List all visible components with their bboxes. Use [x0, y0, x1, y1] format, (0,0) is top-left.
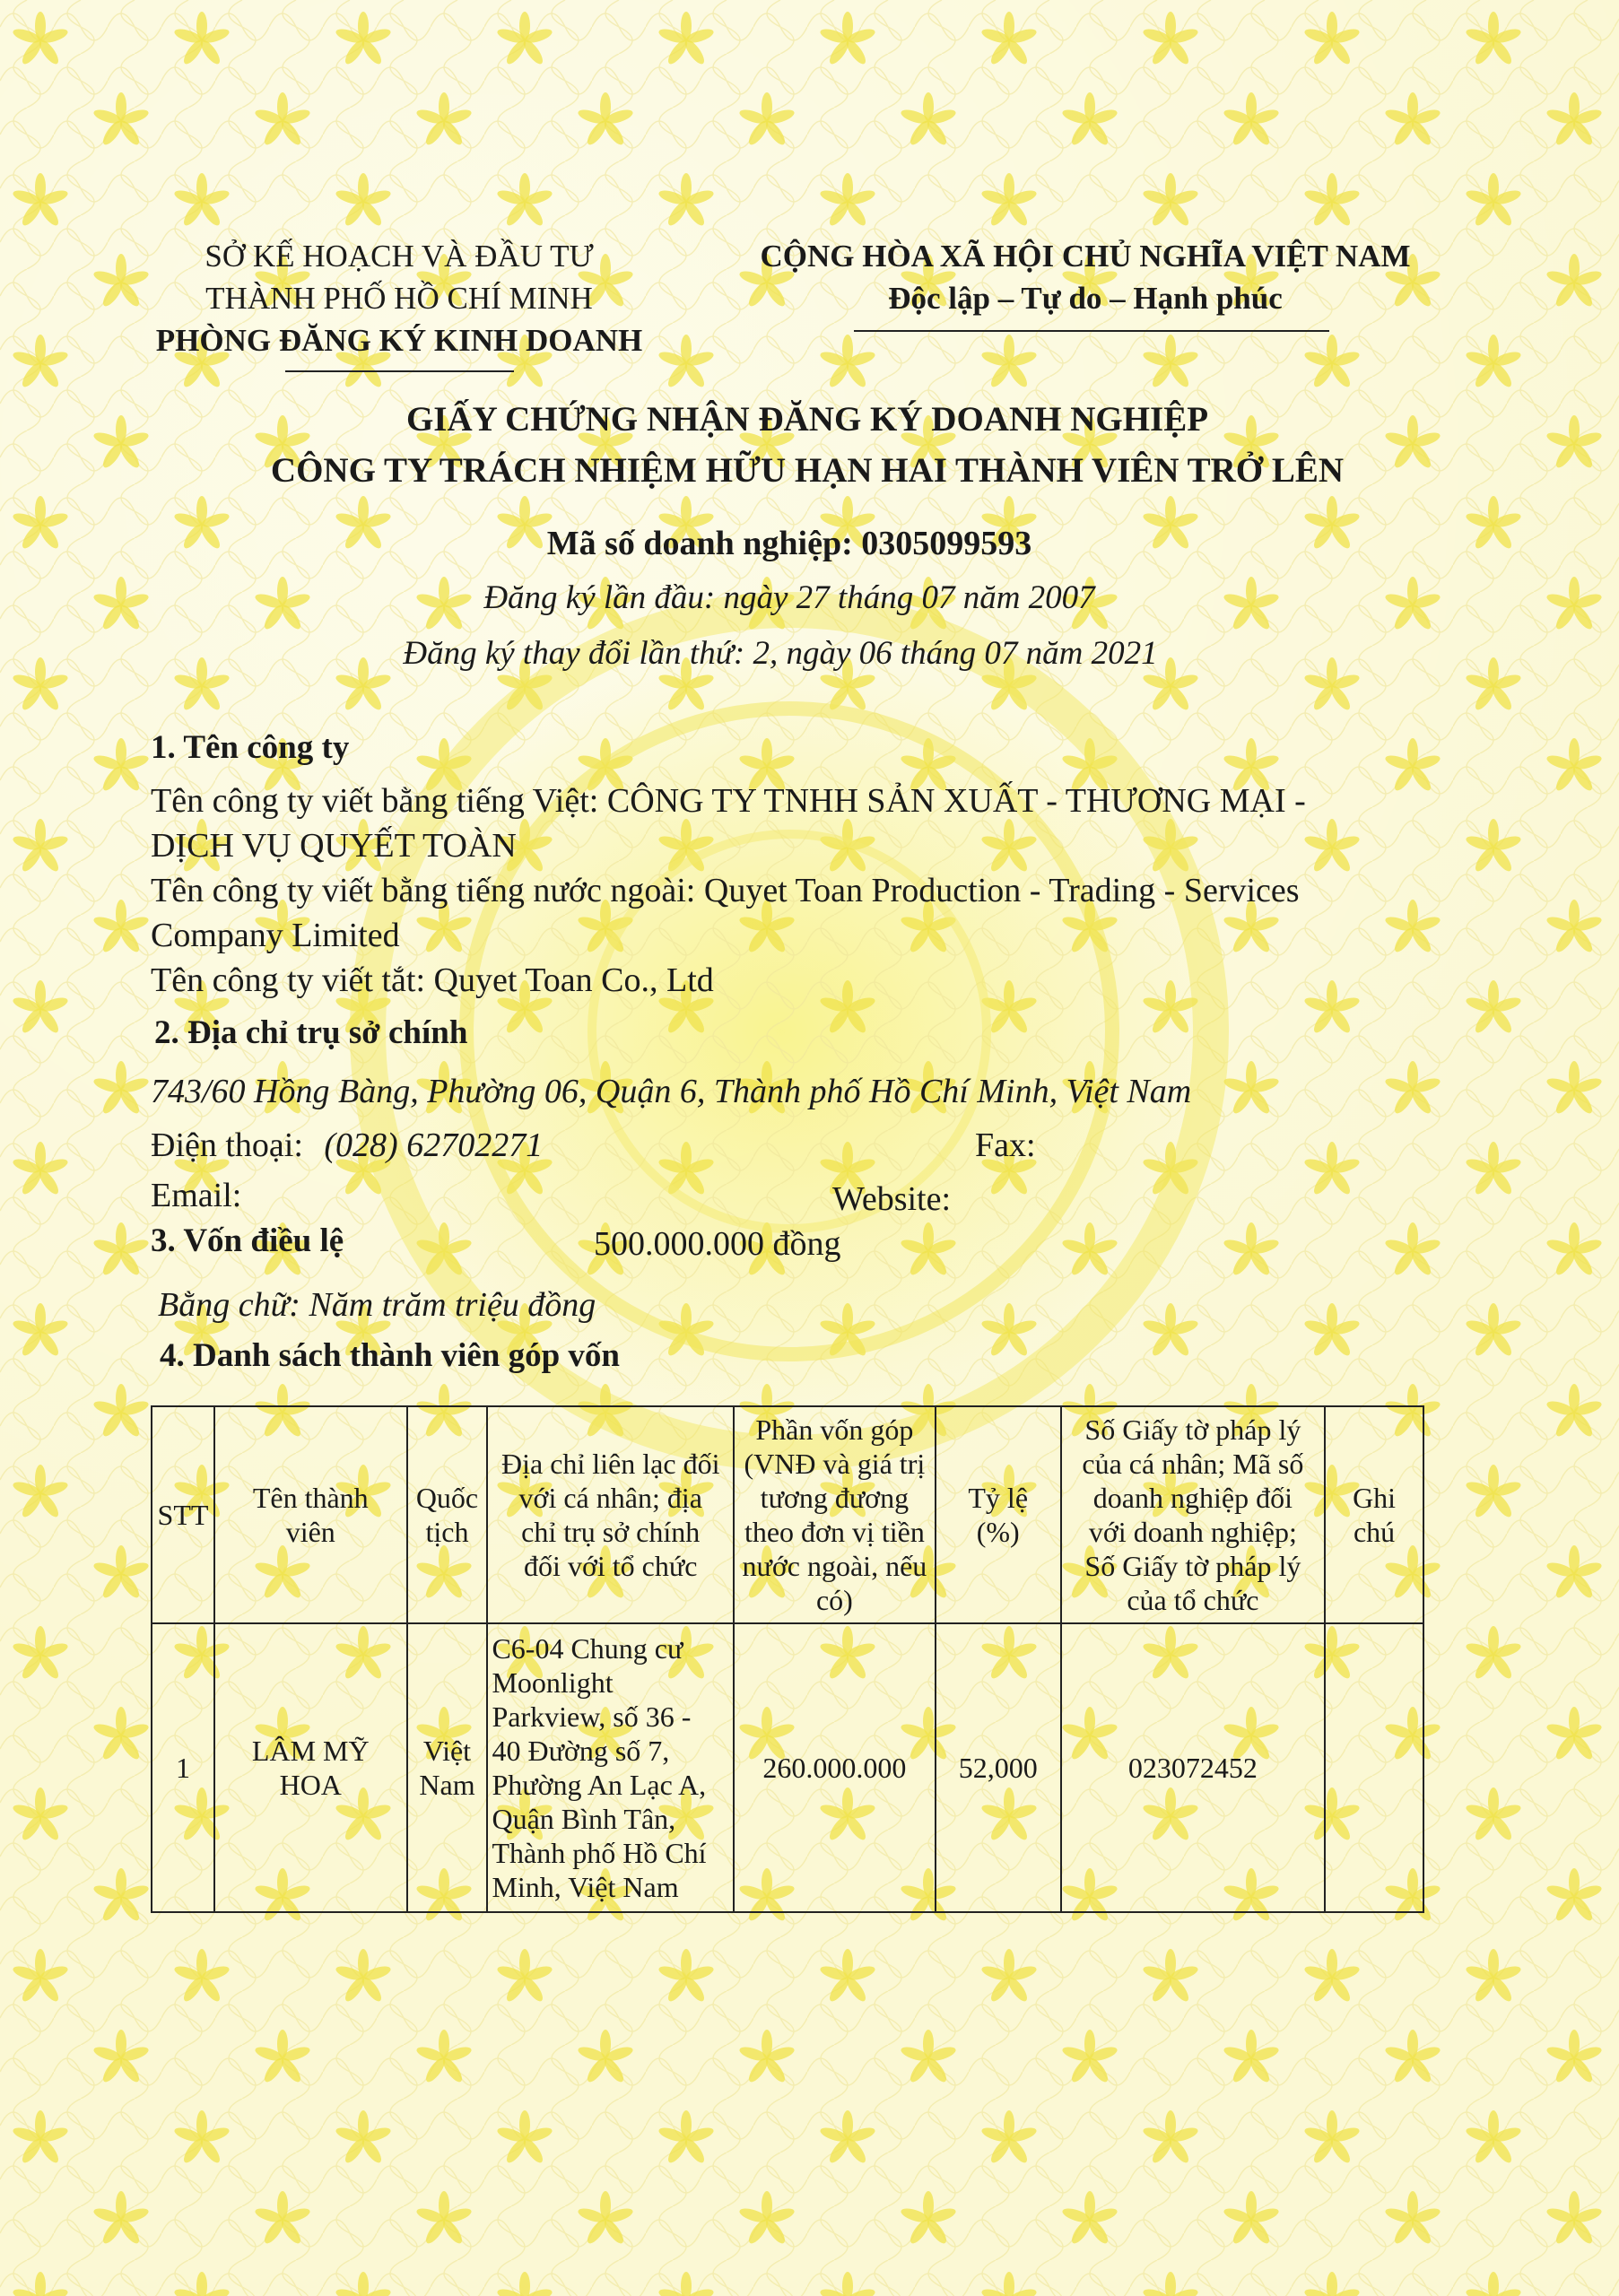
- charter-capital-words: Bằng chữ: Năm trăm triệu đồng: [158, 1286, 596, 1324]
- table-row: [152, 1623, 1423, 1912]
- section-2-heading: 2. Địa chỉ trụ sở chính: [154, 1014, 468, 1051]
- motto-underline: [854, 330, 1329, 332]
- col-header-capital: Phần vốn góp (VNĐ và giá trị tương đương theo đơn vị tiền nước ngoài, nếu có): [734, 1406, 936, 1623]
- section-3-heading: 3. Vốn điều lệ: [151, 1222, 344, 1259]
- fax-label: Fax:: [975, 1126, 1036, 1164]
- phone-value: (028) 62702271: [324, 1126, 544, 1164]
- cell-capital: 260.000.000: [734, 1623, 936, 1912]
- company-name-vietnamese: [151, 778, 1442, 868]
- first-registration-date: Đăng ký lần đầu: ngày 27 tháng 07 năm 2007: [483, 579, 1095, 616]
- cell-legal-document: 023072452: [1061, 1623, 1326, 1912]
- issuing-authority: [135, 235, 664, 361]
- head-office-address: 743/60 Hồng Bàng, Phường 06, Quận 6, Thành phố Hồ Chí Minh, Việt Nam: [151, 1073, 1192, 1110]
- document-title: GIẤY CHỨNG NHẬN ĐĂNG KÝ DOANH NGHIỆP: [405, 400, 1209, 439]
- company-name-foreign: [151, 868, 1442, 958]
- vietnamese-name-label: Tên công ty viết bằng tiếng Việt:: [151, 782, 599, 820]
- change-registration-date: Đăng ký thay đổi lần thứ: 2, ngày 06 tháng 07 năm 2021: [403, 635, 1158, 672]
- authority-underline: [285, 370, 514, 372]
- short-name-value: Quyet Toan Co., Ltd: [433, 961, 714, 999]
- col-header-address: Địa chỉ liên lạc đối với cá nhân; địa chỉ trụ sở chính đối với tổ chức: [487, 1406, 734, 1623]
- foreign-name-label: Tên công ty viết bằng tiếng nước ngoài:: [151, 872, 696, 909]
- motto: Độc lập – Tự do – Hạnh phúc: [888, 281, 1283, 316]
- col-header-member-name: Tên thành viên: [214, 1406, 407, 1623]
- company-type-title: CÔNG TY TRÁCH NHIỆM HỮU HẠN HAI THÀNH VIÊN TRỞ LÊN: [270, 451, 1345, 490]
- email-label: Email:: [151, 1177, 242, 1214]
- cell-member-name: LÂM MỸ HOA: [214, 1623, 407, 1912]
- phone-label: Điện thoại:: [151, 1126, 303, 1164]
- authority-line-2: THÀNH PHỐ HỒ CHÍ MINH: [205, 281, 593, 316]
- charter-capital-amount: 500.000.000 đồng: [594, 1225, 841, 1263]
- members-table: [151, 1405, 1424, 1913]
- col-header-legal-document: Số Giấy tờ pháp lý của cá nhân; Mã số doanh nghiệp đối với doanh nghiệp; Số Giấy tờ pháp lý của tổ chức: [1061, 1406, 1326, 1623]
- website-label: Website:: [832, 1180, 952, 1218]
- short-name-label: Tên công ty viết tắt:: [151, 961, 426, 999]
- cell-stt: 1: [152, 1623, 214, 1912]
- cell-note: [1325, 1623, 1423, 1912]
- business-code-label: Mã số doanh nghiệp:: [546, 525, 853, 562]
- table-header-row: [152, 1406, 1423, 1623]
- col-header-ratio: Tỷ lệ (%): [936, 1406, 1061, 1623]
- national-motto: [744, 235, 1426, 319]
- col-header-note: Ghi chú: [1325, 1406, 1423, 1623]
- authority-line-1: SỞ KẾ HOẠCH VÀ ĐẦU TƯ: [205, 239, 594, 274]
- col-header-nationality: Quốc tịch: [407, 1406, 488, 1623]
- section-4-heading: 4. Danh sách thành viên góp vốn: [160, 1337, 621, 1374]
- business-code-value: 0305099593: [861, 525, 1032, 562]
- foreign-name-value-1: Quyet Toan Production - Trading - Services: [703, 872, 1300, 909]
- country-name: CỘNG HÒA XÃ HỘI CHỦ NGHĨA VIỆT NAM: [760, 239, 1411, 274]
- business-code: [108, 524, 1471, 563]
- vietnamese-name-value-1: CÔNG TY TNHH SẢN XUẤT - THƯƠNG MẠI -: [606, 782, 1306, 820]
- authority-line-3: PHÒNG ĐĂNG KÝ KINH DOANH: [155, 323, 643, 358]
- col-header-stt: STT: [152, 1406, 214, 1623]
- company-name-short: [151, 958, 714, 1003]
- foreign-name-value-2: Company Limited: [151, 917, 400, 954]
- cell-nationality: Việt Nam: [407, 1623, 488, 1912]
- cell-address: C6-04 Chung cư Moonlight Parkview, số 36 - 40 Đường số 7, Phường An Lạc A, Quận Bình Tân, Thành phố Hồ Chí Minh, Việt Nam: [487, 1623, 734, 1912]
- section-1-heading: 1. Tên công ty: [151, 729, 350, 766]
- vietnamese-name-value-2: DỊCH VỤ QUYẾT TOÀN: [151, 827, 517, 865]
- cell-ratio: 52,000: [936, 1623, 1061, 1912]
- phone: [151, 1123, 543, 1168]
